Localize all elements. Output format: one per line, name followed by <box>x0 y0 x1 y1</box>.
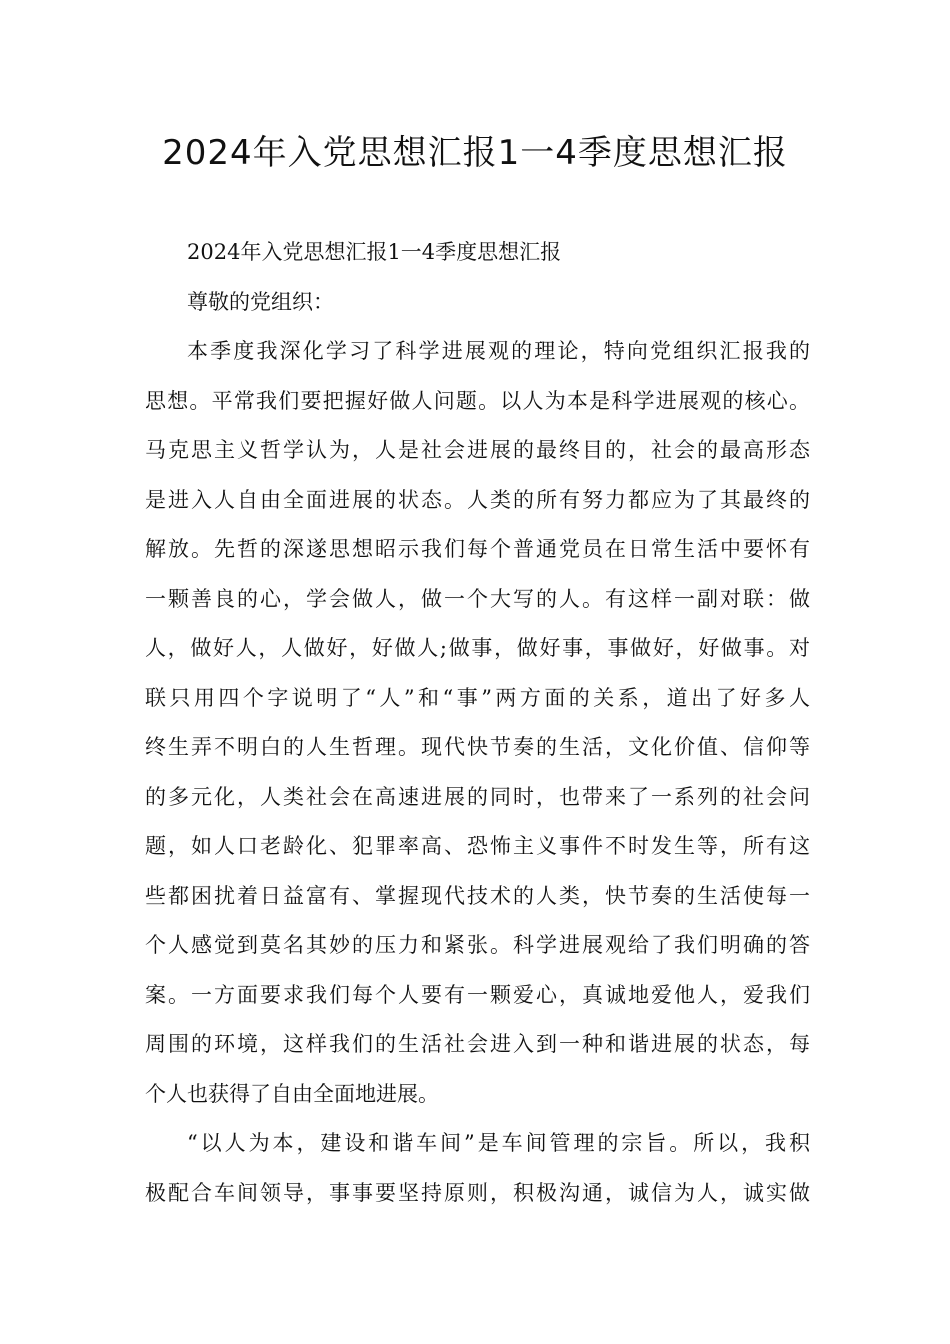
paragraph-line: 案。一方面要求我们每个人要有一颗爱心，真诚地爱他人，爱我们 <box>145 982 810 1007</box>
paragraph-line: 人，做好人，人做好，好做人;做事，做好事，事做好，好做事。对 <box>145 636 810 660</box>
paragraph-line: 马克思主义哲学认为，人是社会进展的最终目的，社会的最高形态 <box>145 438 810 462</box>
paragraph-line: 联只用四个字说明了“人”和“事”两方面的关系，道出了好多人 <box>145 685 810 710</box>
paragraph-line: 思想。平常我们要把握好做人问题。以人为本是科学进展观的核心。 <box>145 388 810 413</box>
paragraph-line: 是进入人自由全面进展的状态。人类的所有努力都应为了其最终的 <box>145 487 810 512</box>
document-subtitle: 2024年入党思想汇报1一4季度思想汇报 <box>187 240 562 264</box>
paragraph-2 <box>145 1119 810 1218</box>
paragraph-1 <box>145 327 810 1119</box>
paragraph-line: 题，如人口老龄化、犯罪率高、恐怖主义事件不时发生等，所有这 <box>145 834 810 858</box>
paragraph-line: 解放。先哲的深遂思想昭示我们每个普通党员在日常生活中要怀有 <box>145 537 810 561</box>
paragraph-line: 个人感觉到莫名其妙的压力和紧张。科学进展观给了我们明确的答 <box>145 933 810 957</box>
paragraph-line: 极配合车间领导，事事要坚持原则，积极沟通，诚信为人，诚实做 <box>145 1180 810 1205</box>
paragraph-line: 本季度我深化学习了科学进展观的理论，特向党组织汇报我的 <box>187 339 810 363</box>
paragraph-line: 一颗善良的心，学会做人，做一个大写的人。有这样一副对联：做 <box>145 586 810 611</box>
salutation: 尊敬的党组织： <box>187 289 334 314</box>
paragraph-line: 些都困扰着日益富有、掌握现代技术的人类，快节奏的生活使每一 <box>145 883 810 908</box>
paragraph-line: 的多元化，人类社会在高速进展的同时，也带来了一系列的社会问 <box>145 784 810 809</box>
paragraph-line: “以人为本，建设和谐车间”是车间管理的宗旨。所以，我积 <box>187 1131 810 1155</box>
document-body <box>145 228 810 1218</box>
paragraph-line: 终生弄不明白的人生哲理。现代快节奏的生活，文化价值、信仰等 <box>145 735 810 759</box>
paragraph-line: 周围的环境，这样我们的生活社会进入到一种和谐进展的状态，每 <box>145 1032 810 1056</box>
document-title: 2024年入党思想汇报1一4季度思想汇报 <box>162 133 788 173</box>
paragraph-line: 个人也获得了自由全面地进展。 <box>145 1081 439 1106</box>
